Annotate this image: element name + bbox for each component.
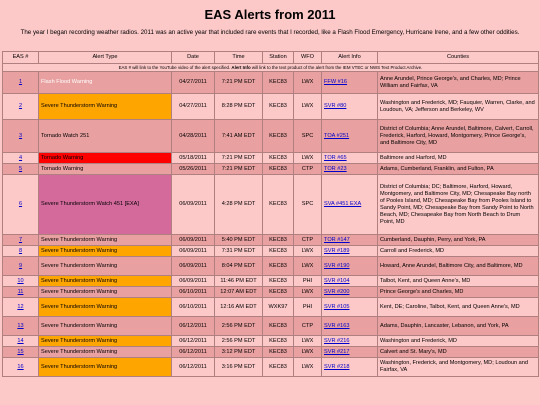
table-note (3, 64, 539, 72)
alert-wfo-cell (294, 358, 322, 377)
alert-wfo-cell (294, 336, 322, 347)
alert-counties: District of Columbia; Anne Arundel, Baltimore, Calvert, Carroll, Frederick, Harford, Howard, Montgomery, Prince George's, and Baltimore City, MD (380, 125, 534, 146)
alert-station-cell (263, 246, 294, 257)
column-header: Alert Type (39, 52, 172, 64)
alert-date-cell (172, 153, 215, 164)
alert-type-cell (39, 298, 172, 317)
alert-type: Severe Thunderstorm Warning (41, 103, 118, 109)
eas-number-link[interactable]: 7 (18, 236, 23, 243)
eas-number-link-cell (3, 235, 39, 246)
eas-number-link[interactable]: 5 (18, 165, 23, 172)
alert-counties-cell (378, 120, 539, 153)
alert-counties-cell (378, 298, 539, 317)
alert-time-cell (215, 317, 263, 336)
eas-number-link[interactable]: 12 (17, 303, 24, 310)
alert-info-link[interactable]: SVR #217 (324, 348, 350, 355)
column-header: Date (172, 52, 215, 64)
eas-number-link-cell (3, 94, 39, 120)
alert-wfo: CTP (301, 322, 314, 329)
eas-number-link-cell (3, 257, 39, 276)
alert-date: 04/27/2011 (179, 79, 207, 85)
alert-station: WXK97 (268, 303, 288, 310)
alert-wfo-cell (294, 175, 322, 235)
alert-info-link[interactable]: FFW #16 (324, 79, 348, 85)
alert-info-link-cell (322, 164, 378, 175)
alert-date-cell (172, 94, 215, 120)
alert-info-link-cell (322, 257, 378, 276)
alert-date-cell (172, 358, 215, 377)
alert-counties: Talbot, Kent, and Queen Anne's, MD (380, 277, 471, 284)
eas-number-link[interactable]: 1 (18, 79, 23, 85)
alert-counties-cell (378, 72, 539, 94)
alert-counties-cell (378, 235, 539, 246)
alert-wfo: LWX (301, 363, 314, 370)
alert-date: 06/09/2011 (179, 247, 207, 254)
alert-station: KEC83 (269, 165, 287, 172)
alert-type: Severe Thunderstorm Warning (41, 288, 118, 295)
alert-date: 06/09/2011 (179, 236, 207, 243)
alert-wfo-cell (294, 153, 322, 164)
table-note-row (3, 64, 539, 72)
alert-type: Severe Thunderstorm Warning (41, 247, 118, 254)
alert-counties-cell (378, 257, 539, 276)
alert-date-cell (172, 336, 215, 347)
eas-number-link-cell (3, 317, 39, 336)
table-row (3, 235, 539, 246)
eas-number-link[interactable]: 8 (18, 247, 23, 254)
column-header: Station (263, 52, 294, 64)
eas-number-link-cell (3, 175, 39, 235)
alert-wfo-cell (294, 246, 322, 257)
alert-time-cell (215, 287, 263, 298)
alert-date: 06/12/2011 (179, 337, 207, 344)
alert-info-link-cell (322, 120, 378, 153)
eas-number-link-cell (3, 276, 39, 287)
alert-info-link-cell (322, 347, 378, 358)
alert-station-cell (263, 358, 294, 377)
alert-type: Severe Thunderstorm Warning (41, 348, 118, 355)
alert-type: Severe Thunderstorm Warning (41, 277, 118, 284)
alert-wfo: PHI (302, 277, 313, 284)
alert-wfo: LWX (301, 288, 314, 295)
alert-time-cell (215, 358, 263, 377)
eas-number-link[interactable]: 4 (18, 154, 23, 161)
alert-wfo: LWX (301, 79, 314, 85)
table-row (3, 358, 539, 377)
alert-station-cell (263, 298, 294, 317)
table-row (3, 120, 539, 153)
alert-info-link[interactable]: TOR #65 (324, 154, 347, 161)
table-row (3, 276, 539, 287)
alert-wfo-cell (294, 287, 322, 298)
alert-station: KEC83 (269, 363, 287, 370)
alert-type: Severe Thunderstorm Warning (41, 322, 118, 329)
alert-wfo-cell (294, 347, 322, 358)
alert-type-cell (39, 276, 172, 287)
alert-wfo-cell (294, 94, 322, 120)
alert-info-link[interactable]: SVA #451 EXA (324, 201, 362, 207)
alert-info-link-cell (322, 336, 378, 347)
eas-number-link-cell (3, 72, 39, 94)
eas-number-link-cell (3, 153, 39, 164)
alert-time-cell (215, 175, 263, 235)
alert-type: Severe Thunderstorm Warning (41, 236, 118, 243)
alert-time: 3:16 PM EDT (221, 363, 256, 370)
alert-info-link[interactable]: TOR #23 (324, 165, 347, 172)
alert-wfo-cell (294, 235, 322, 246)
alert-type: Severe Thunderstorm Watch 451 [EXA] (41, 201, 139, 207)
note-bold: Alert Info (231, 65, 251, 70)
alert-time: 4:28 PM EDT (221, 201, 256, 207)
eas-number-link-cell (3, 164, 39, 175)
alert-counties: Carroll and Frederick, MD (380, 247, 445, 254)
alert-date-cell (172, 164, 215, 175)
alert-date: 06/09/2011 (179, 262, 207, 269)
alert-type-cell (39, 235, 172, 246)
alert-counties-cell (378, 358, 539, 377)
alert-info-link-cell (322, 287, 378, 298)
alert-date: 06/12/2011 (179, 348, 207, 355)
alert-info-link-cell (322, 175, 378, 235)
alert-info-link-cell (322, 153, 378, 164)
alert-date-cell (172, 235, 215, 246)
alert-date-cell (172, 287, 215, 298)
alert-wfo: LWX (301, 348, 314, 355)
alert-type-cell (39, 246, 172, 257)
alert-station-cell (263, 235, 294, 246)
alert-time-cell (215, 298, 263, 317)
alert-info-link-cell (322, 276, 378, 287)
table-row (3, 317, 539, 336)
alert-date-cell (172, 298, 215, 317)
alert-time-cell (215, 72, 263, 94)
table-row (3, 94, 539, 120)
alert-wfo-cell (294, 257, 322, 276)
alert-wfo-cell (294, 72, 322, 94)
alert-time: 8:28 PM EDT (221, 103, 256, 109)
eas-number-link-cell (3, 287, 39, 298)
table-row (3, 153, 539, 164)
column-header: Counties (378, 52, 539, 64)
alert-station: KEC83 (269, 348, 287, 355)
eas-number-link-cell (3, 298, 39, 317)
alert-wfo: SPC (301, 132, 314, 139)
alert-info-link[interactable]: SVR #216 (324, 337, 350, 344)
alert-info-link-cell (322, 235, 378, 246)
alert-station-cell (263, 336, 294, 347)
alert-wfo: SPC (301, 201, 314, 207)
alert-time: 12:16 AM EDT (220, 303, 257, 310)
alert-time-cell (215, 347, 263, 358)
alert-type-cell (39, 257, 172, 276)
alert-type-cell (39, 120, 172, 153)
alert-time: 2:56 PM EDT (221, 337, 256, 344)
alert-date: 06/10/2011 (179, 288, 207, 295)
alert-wfo-cell (294, 317, 322, 336)
alert-station: KEC83 (269, 132, 287, 139)
alert-info-link-cell (322, 94, 378, 120)
alert-type-cell (39, 336, 172, 347)
alert-counties: Kent, DE; Caroline, Talbot, Kent, and Queen Anne's, MD (380, 303, 520, 310)
eas-number-link[interactable]: 2 (18, 103, 23, 109)
alert-wfo: LWX (301, 154, 314, 161)
table-header (3, 52, 539, 64)
table-row (3, 257, 539, 276)
alert-type: Severe Thunderstorm Warning (41, 337, 118, 344)
note-prefix: EAS # will link to the YouTube video of the alert specified. (118, 65, 232, 70)
alert-wfo: LWX (301, 337, 314, 344)
column-header: EAS # (3, 52, 39, 64)
alert-time-cell (215, 235, 263, 246)
alert-time-cell (215, 336, 263, 347)
alert-info-link[interactable]: SVR #80 (324, 103, 347, 109)
alert-date-cell (172, 257, 215, 276)
alert-type-cell (39, 358, 172, 377)
alert-date-cell (172, 246, 215, 257)
alert-station: KEC83 (269, 236, 287, 243)
alert-station-cell (263, 287, 294, 298)
alert-info-link[interactable]: TOA #251 (324, 132, 350, 139)
alert-type: Severe Thunderstorm Warning (41, 363, 118, 370)
alert-type: Severe Thunderstorm Warning (41, 303, 118, 310)
alert-date: 06/09/2011 (179, 201, 207, 207)
alert-info-link-cell (322, 298, 378, 317)
alert-info-link[interactable]: TOR #147 (324, 236, 350, 243)
table-row (3, 175, 539, 235)
alerts-table (2, 51, 539, 377)
alert-counties: Howard, Anne Arundel, Baltimore City, and Baltimore, MD (380, 262, 523, 269)
alert-station-cell (263, 317, 294, 336)
alert-counties: Baltimore and Harford, MD (380, 154, 447, 161)
eas-number-link[interactable]: 3 (18, 132, 23, 139)
alert-date: 06/10/2011 (179, 303, 207, 310)
page-intro: The year I began recording weather radios. 2011 was an active year that included rare events that I recorded, like a Flash Flood Emergency, Hurricane Irene, and a few other oddities. (20, 29, 520, 36)
alert-info-link[interactable]: SVR #105 (324, 303, 350, 310)
alert-station: KEC83 (269, 201, 287, 207)
alert-station: KEC83 (269, 277, 287, 284)
alert-time: 7:41 AM EDT (221, 132, 256, 139)
alert-time-cell (215, 120, 263, 153)
alert-type-cell (39, 287, 172, 298)
table-body (3, 64, 539, 377)
column-header: Time (215, 52, 263, 64)
table-row (3, 336, 539, 347)
alert-info-link[interactable]: SVR #189 (324, 247, 350, 254)
table-row (3, 298, 539, 317)
alert-station: KEC83 (269, 247, 287, 254)
alert-date-cell (172, 347, 215, 358)
alert-time-cell (215, 153, 263, 164)
alert-time: 7:31 PM EDT (221, 247, 256, 254)
alert-type-cell (39, 94, 172, 120)
eas-number-link[interactable]: 15 (17, 348, 24, 355)
alert-counties: Prince George's and Charles, MD (380, 288, 464, 295)
alert-date: 04/28/2011 (179, 132, 207, 139)
alert-wfo-cell (294, 164, 322, 175)
column-header: WFO (294, 52, 322, 64)
table-row (3, 72, 539, 94)
alert-info-link[interactable]: SVR #163 (324, 322, 350, 329)
alert-counties: Calvert and St. Mary's, MD (380, 348, 447, 355)
alert-counties: Anne Arundel, Prince George's, and Charles, MD; Prince William and Fairfax, VA (380, 75, 521, 89)
alert-info-link-cell (322, 317, 378, 336)
alert-station: KEC83 (269, 79, 287, 85)
alert-date-cell (172, 317, 215, 336)
alert-counties-cell (378, 246, 539, 257)
alert-time: 8:04 PM EDT (221, 262, 256, 269)
alert-info-link[interactable]: SVR #104 (324, 277, 350, 284)
alert-wfo-cell (294, 120, 322, 153)
eas-number-link[interactable]: 10 (17, 277, 24, 284)
header-row (3, 52, 539, 64)
alert-date: 06/09/2011 (179, 277, 207, 284)
alert-counties-cell (378, 164, 539, 175)
alert-time: 2:56 PM EDT (221, 322, 256, 329)
alert-counties: Washington and Frederick, MD; Fauquier, Warren, Clarke, and Loudoun, VA; Jefferson and Berkeley, WV (380, 99, 535, 113)
alert-type: Tornado Warning (41, 165, 84, 172)
alert-date: 05/26/2011 (179, 165, 207, 172)
alert-station-cell (263, 153, 294, 164)
eas-number-link-cell (3, 336, 39, 347)
eas-number-link-cell (3, 347, 39, 358)
alert-counties-cell (378, 175, 539, 235)
alert-counties-cell (378, 276, 539, 287)
alert-wfo: PHI (302, 303, 313, 310)
alert-type-cell (39, 175, 172, 235)
alert-wfo: LWX (301, 262, 314, 269)
alert-counties: Cumberland, Dauphin, Perry, and York, PA (380, 236, 486, 243)
alert-type: Tornado Watch 251 (41, 132, 90, 139)
alert-wfo-cell (294, 276, 322, 287)
alert-info-link-cell (322, 358, 378, 377)
alert-time-cell (215, 257, 263, 276)
alert-counties: Washington, Frederick, and Montgomery, MD; Loudoun and Fairfax, VA (380, 360, 528, 373)
alert-station-cell (263, 347, 294, 358)
alert-time-cell (215, 246, 263, 257)
table-row (3, 287, 539, 298)
eas-number-link[interactable]: 9 (18, 262, 23, 269)
table-row (3, 246, 539, 257)
alert-counties: Washington and Frederick, MD (380, 337, 457, 344)
alert-info-link-cell (322, 246, 378, 257)
alert-type: Severe Thunderstorm Warning (41, 262, 118, 269)
table-row (3, 347, 539, 358)
alert-time: 7:21 PM EDT (221, 165, 256, 172)
alert-time-cell (215, 94, 263, 120)
alert-station-cell (263, 72, 294, 94)
page-title: EAS Alerts from 2011 (204, 7, 336, 22)
alert-date-cell (172, 276, 215, 287)
alert-info-link[interactable]: SVR #190 (324, 262, 350, 269)
alert-date-cell (172, 175, 215, 235)
alert-type: Tornado Warning (41, 154, 84, 161)
alert-time: 12:07 AM EDT (220, 288, 257, 295)
alert-date: 04/27/2011 (179, 103, 207, 109)
alert-station: KEC83 (269, 262, 287, 269)
alert-type-cell (39, 317, 172, 336)
table-row (3, 164, 539, 175)
alert-time: 11:46 PM EDT (220, 277, 257, 284)
alert-station-cell (263, 94, 294, 120)
alert-time-cell (215, 164, 263, 175)
alert-station-cell (263, 120, 294, 153)
alert-date: 06/12/2011 (179, 363, 207, 370)
alert-counties-cell (378, 153, 539, 164)
alert-time: 3:12 PM EDT (221, 348, 256, 355)
alert-date: 06/12/2011 (179, 322, 207, 329)
alert-type-cell (39, 164, 172, 175)
alert-wfo: LWX (301, 103, 314, 109)
eas-number-link[interactable]: 13 (17, 322, 24, 329)
alert-wfo: CTP (301, 165, 314, 172)
alert-time-cell (215, 276, 263, 287)
alert-station-cell (263, 276, 294, 287)
alert-type-cell (39, 153, 172, 164)
alert-counties: District of Columbia; DC; Baltimore, Harford, Howard, Montgomery, and Baltimore City, MD; Chesapeake Bay north of Pooles Island, MD; Chesapeake Bay from Pooles Island to Sandy Point, MD; Chesapeake Bay from Sandy Point to North Beach, MD; Chesapeake Bay from North Beach to Drum Point, MD (380, 183, 534, 225)
alert-station: KEC83 (269, 322, 287, 329)
alert-date: 05/18/2011 (179, 154, 207, 161)
alert-type-cell (39, 72, 172, 94)
eas-number-link[interactable]: 14 (17, 337, 24, 344)
alert-counties-cell (378, 317, 539, 336)
alert-type: Flash Flood Warning (41, 79, 93, 85)
alert-station-cell (263, 175, 294, 235)
alert-type-cell (39, 347, 172, 358)
alert-counties-cell (378, 336, 539, 347)
alert-station: KEC83 (269, 103, 287, 109)
alert-counties: Adams, Cumberland, Franklin, and Fulton, PA (380, 165, 494, 172)
alert-station: KEC83 (269, 154, 287, 161)
eas-number-link-cell (3, 120, 39, 153)
note-suffix: will link to the text product of the alert from the IEM VTEC or NWS Text Product Archive. (250, 65, 423, 70)
alert-wfo: CTP (301, 236, 314, 243)
alert-time: 7:21 PM EDT (221, 79, 256, 85)
alert-counties: Adams, Dauphin, Lancaster, Lebanon, and York, PA (380, 322, 509, 329)
eas-number-link-cell (3, 358, 39, 377)
alert-date-cell (172, 72, 215, 94)
alert-info-link[interactable]: SVR #218 (324, 363, 350, 370)
alert-wfo: LWX (301, 247, 314, 254)
alert-station: KEC83 (269, 337, 287, 344)
alert-counties-cell (378, 94, 539, 120)
eas-number-link[interactable]: 11 (17, 288, 24, 295)
alert-wfo-cell (294, 298, 322, 317)
alert-station-cell (263, 257, 294, 276)
alert-date-cell (172, 120, 215, 153)
alert-counties-cell (378, 287, 539, 298)
alert-time: 5:40 PM EDT (221, 236, 256, 243)
alert-info-link[interactable]: SVR #200 (324, 288, 350, 295)
eas-number-link[interactable]: 16 (17, 363, 24, 370)
alert-counties-cell (378, 347, 539, 358)
eas-number-link-cell (3, 246, 39, 257)
alert-station-cell (263, 164, 294, 175)
alert-info-link-cell (322, 72, 378, 94)
eas-number-link[interactable]: 6 (18, 201, 23, 207)
column-header: Alert Info (322, 52, 378, 64)
alert-station: KEC83 (269, 288, 287, 295)
alert-time: 7:21 PM EDT (221, 154, 256, 161)
